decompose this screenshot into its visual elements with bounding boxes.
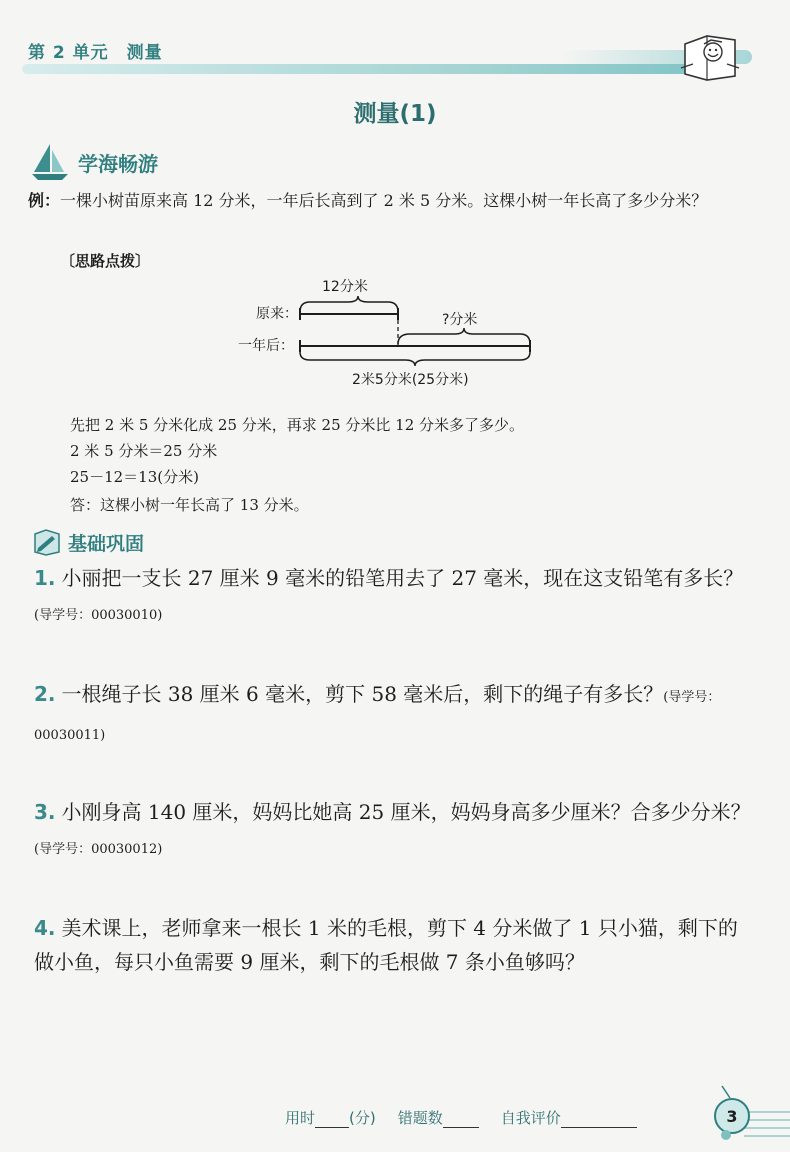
time-blank[interactable] [315,1109,349,1128]
book-mascot-icon [677,30,741,82]
self-eval-blank[interactable] [561,1109,637,1128]
question-text: 小刚身高 140 厘米，妈妈比她高 25 厘米，妈妈身高多少厘米？合多少分米？ [61,800,751,824]
section-heading-practice-text: 基础巩固 [68,532,145,555]
header-band [22,64,722,74]
question-text: 小丽把一支长 27 厘米 9 毫米的铅笔用去了 27 毫米，现在这支铅笔有多长？ [61,566,744,590]
example-label: 例： [28,191,61,210]
question-number: 3. [34,800,56,824]
top-brace [300,296,398,312]
time-label: 用时 [285,1109,316,1127]
section-heading-practice [32,528,144,556]
page-title: 测量(1) [353,101,437,127]
diagram-unknown-label: ?分米 [442,312,478,328]
question-2 [34,677,754,753]
errors-label: 错题数 [397,1109,443,1127]
unit-number: 第 2 单元 [28,43,109,63]
section-heading-study-text: 学海畅游 [78,151,158,176]
diagram-bottom-label: 2米5分米(25分米) [352,372,469,388]
solution-line-1: 先把 2 米 5 分米化成 25 分米，再求 25 分米比 12 分米多了多少。 [70,416,525,434]
sailboat-icon [28,140,72,184]
diagram-row2-label: 一年后： [238,338,294,354]
line-segment-diagram [230,272,550,392]
question-number: 1. [34,566,56,590]
question-text: 一根绳子长 38 厘米 6 毫米，剪下 58 毫米后，剩下的绳子有多长？ [61,682,664,706]
errors-blank[interactable] [443,1109,479,1128]
question-3 [34,795,754,867]
question-code: (导学号：00030010) [34,608,163,623]
example-text: 一棵小树苗原来高 12 分米，一年后长高到了 2 米 5 分米。这棵小树一年长高了多少分米？ [60,191,708,210]
example-problem [28,186,758,216]
solution-line-2: 2 米 5 分米＝25 分米 [70,442,218,460]
solution-answer: 答：这棵小树一年长高了 13 分米。 [70,496,309,514]
pencil-book-icon [32,528,62,556]
question-code: (导学号：00030011) [34,690,721,743]
page-footer [285,1107,637,1128]
unit-topic: 测量 [126,43,163,63]
diagram-row1-label: 原来： [256,306,298,322]
page-number-badge [706,1080,790,1152]
time-unit: (分) [349,1109,376,1127]
question-code: (导学号：00030012) [34,842,163,857]
hint-label: 〔思路点拨〕 [60,252,151,270]
self-eval-label: 自我评价 [500,1109,561,1127]
question-number: 2. [34,682,56,706]
page-number: 3 [726,1107,738,1126]
bottom-brace [300,352,530,366]
unknown-brace [398,328,530,344]
diagram-top-label: 12分米 [322,279,368,295]
question-4 [34,911,754,979]
solution-line-3: 25－12＝13(分米) [70,468,199,486]
section-heading-study [28,140,158,184]
question-1 [34,561,754,633]
page-header [22,30,742,78]
unit-label [28,38,181,63]
question-text: 美术课上，老师拿来一根长 1 米的毛根，剪下 4 分米做了 1 只小猫，剩下的做小鱼，每只小鱼需要 9 厘米，剩下的毛根做 7 条小鱼够吗？ [34,916,738,974]
question-number: 4. [34,916,56,940]
